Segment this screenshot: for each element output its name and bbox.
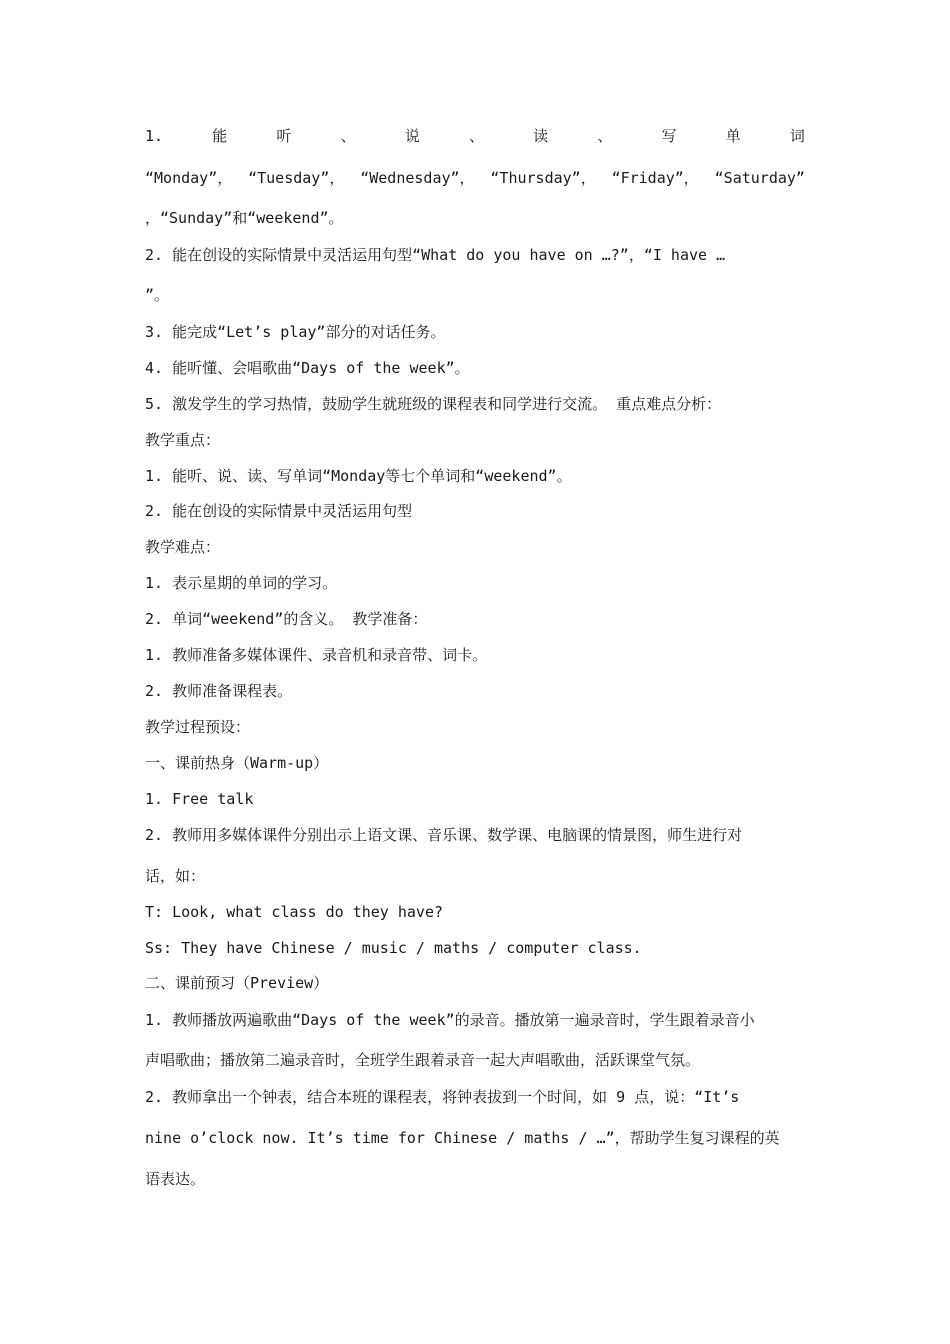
objective-5: 5. 激发学生的学习热情，鼓励学生就班级的课程表和同学进行交流。 重点难点分析： — [145, 395, 722, 413]
difficulties-heading: 教学难点： — [145, 538, 221, 556]
difficulty-2: 2. 单词“weekend”的含义。 教学准备： — [145, 610, 428, 628]
objective-4: 4. 能听懂、会唱歌曲“Days of the week”。 — [145, 359, 470, 377]
preview-item-2-end: 语表达。 — [145, 1170, 206, 1188]
difficulty-1: 1. 表示星期的单词的学习。 — [145, 574, 338, 592]
preview-item-2: 2. 教师拿出一个钟表，结合本班的课程表，将钟表拔到一个时间，如 9 点，说：“It’s — [145, 1088, 740, 1106]
warmup-item-2: 2. 教师用多媒体课件分别出示上语文课、音乐课、数学课、电脑课的情景图，师生进行对 — [145, 826, 743, 844]
warmup-item-1: 1. Free talk — [145, 790, 254, 808]
objective-1-token: 词 — [789, 127, 805, 145]
weekday-word: “Wednesday”， — [360, 169, 475, 187]
objective-1-token: 、 — [597, 127, 613, 145]
weekday-word: “Saturday” — [714, 169, 805, 187]
warmup-heading: 一、课前热身（Warm-up） — [145, 754, 329, 772]
objective-3: 3. 能完成“Let’s play”部分的对话任务。 — [145, 323, 446, 341]
objective-1-token: 、 — [340, 127, 356, 145]
weekday-word: “Monday”， — [145, 169, 233, 187]
objective-1-token: 单 — [725, 127, 741, 145]
objective-1-token: 能 — [212, 127, 228, 145]
preparation-1: 1. 教师准备多媒体课件、录音机和录音带、词卡。 — [145, 646, 488, 664]
key-point-2: 2. 能在创设的实际情景中灵活运用句型 — [145, 502, 413, 520]
dialogue-students-line: Ss: They have Chinese / music / maths / computer class. — [145, 939, 642, 957]
objective-1-token: 、 — [468, 127, 484, 145]
objective-1-token: 1. — [145, 127, 164, 145]
weekday-words-line — [145, 168, 805, 188]
objective-1-token: 读 — [533, 127, 549, 145]
key-point-1: 1. 能听、说、读、写单词“Monday等七个单词和“weekend”。 — [145, 467, 572, 485]
dialogue-teacher-line: T: Look, what class do they have? — [145, 903, 444, 921]
objective-1-token: 写 — [661, 127, 677, 145]
weekday-word: “Thursday”， — [490, 169, 596, 187]
weekday-word: “Friday”， — [611, 169, 699, 187]
objective-1-continued: ，“Sunday”和“weekend”。 — [145, 209, 344, 227]
objective-1-line — [145, 126, 805, 146]
key-points-heading: 教学重点： — [145, 431, 221, 449]
warmup-item-2-continued: 话，如： — [145, 867, 206, 885]
weekday-word: “Tuesday”， — [248, 169, 345, 187]
objective-2-continued: ”。 — [145, 286, 170, 304]
preview-item-1-continued: 声唱歌曲；播放第二遍录音时，全班学生跟着录音一起大声唱歌曲，活跃课堂气氛。 — [145, 1051, 701, 1069]
objective-1-token: 说 — [404, 127, 420, 145]
preview-item-2-continued: nine o’clock now. It’s time for Chinese / maths / …”，帮助学生复习课程的英 — [145, 1129, 780, 1147]
objective-2: 2. 能在创设的实际情景中灵活运用句型“What do you have on …?”，“I have … — [145, 246, 726, 264]
preview-heading: 二、课前预习（Preview） — [145, 974, 329, 992]
preview-item-1: 1. 教师播放两遍歌曲“Days of the week”的录音。播放第一遍录音时，学生跟着录音小 — [145, 1011, 755, 1029]
objective-1-token: 听 — [276, 127, 292, 145]
process-heading: 教学过程预设： — [145, 718, 251, 736]
preparation-2: 2. 教师准备课程表。 — [145, 682, 293, 700]
